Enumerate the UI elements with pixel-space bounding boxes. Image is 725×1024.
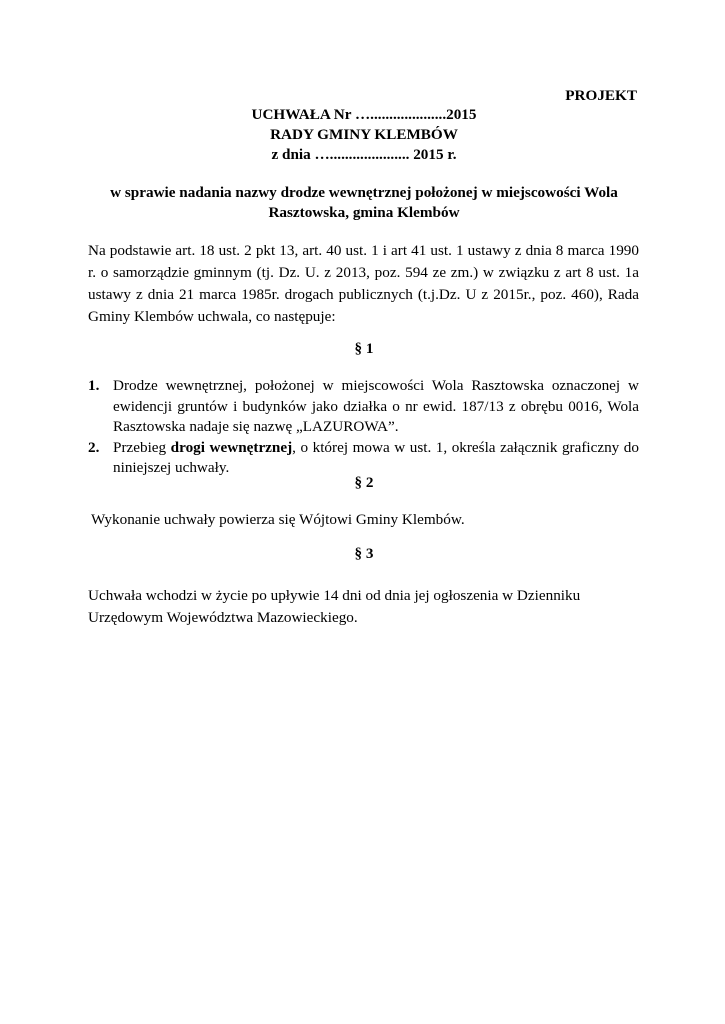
list-item-bold-text: drogi wewnętrznej	[170, 438, 293, 456]
section-1-list	[88, 376, 639, 479]
subject-line-1: w sprawie nadania nazwy drodze wewnętrznej położonej w miejscowości Wola	[110, 184, 618, 201]
list-item-text: Drodze wewnętrznej, położonej w miejscowości Wola Rasztowska oznaczonej w ewidencji gruntów i budynków jako działka o nr ewid. 187/13 z obrębu 0016, Wola Rasztowska nadaje się nazwę „LAZUROWA”.	[113, 377, 639, 435]
resolution-subject	[88, 183, 640, 223]
section-1-heading: § 1	[354, 340, 374, 357]
section-3-text: Uchwała wchodzi w życie po upływie 14 dni od dnia jej ogłoszenia w Dzienniku Urzędowym Województwa Mazowieckiego.	[88, 587, 581, 626]
council-name: RADY GMINY KLEMBÓW	[270, 126, 458, 143]
section-3-heading: § 3	[354, 545, 374, 562]
list-item-number: 2.	[88, 438, 100, 456]
subject-line-2: Rasztowska, gmina Klembów	[268, 204, 460, 221]
projekt-label: PROJEKT	[565, 87, 637, 104]
list-item-text-start: Przebieg	[113, 438, 171, 456]
resolution-number: UCHWAŁA Nr …....................2015	[251, 106, 477, 123]
list-item-number: 1.	[88, 377, 100, 394]
list-item	[88, 376, 639, 438]
section-2-heading: § 2	[354, 474, 374, 491]
section-2-text: Wykonanie uchwały powierza się Wójtowi Gminy Klembów.	[91, 511, 465, 528]
resolution-header	[88, 105, 640, 165]
list-item-text-end: , o której mowa w ust. 1, określa załącznik graficzny do niniejszej uchwały.	[113, 438, 639, 476]
resolution-date: z dnia …..................... 2015 r.	[271, 146, 457, 163]
legal-basis-paragraph: Na podstawie art. 18 ust. 2 pkt 13, art. 40 ust. 1 i art 41 ust. 1 ustawy z dnia 8 marca 1990 r. o samorządzie gminnym (tj. Dz. U. z 2013, poz. 594 ze zm.) w związku z art 8 ust. 1a ustawy z dnia 21 marca 1985r. drogach publicznych (t.j.Dz. U z 2015r., poz. 460), Rada Gminy Klembów uchwala, co następuje:	[88, 242, 639, 325]
